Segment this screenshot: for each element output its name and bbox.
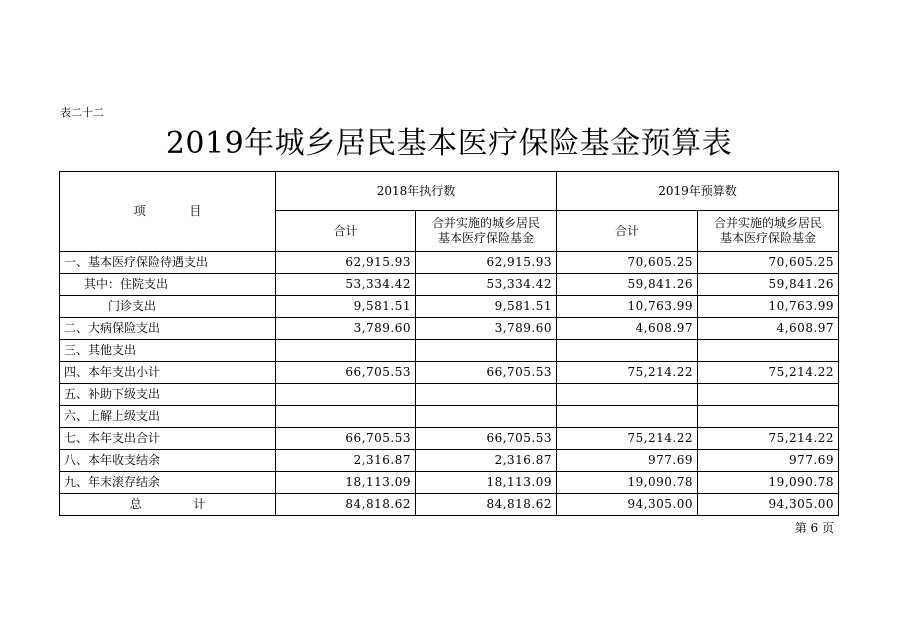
cell-2018-merged — [416, 384, 557, 406]
page-number: 第 6 页 — [794, 521, 834, 535]
cell-2019-merged — [698, 340, 839, 362]
cell-2019-total: 59,841.26 — [557, 274, 698, 296]
cell-2019-merged: 94,305.00 — [698, 494, 839, 516]
row-label: 九、年末滚存结余 — [60, 472, 276, 494]
cell-2018-merged: 9,581.51 — [416, 296, 557, 318]
cell-2019-total: 19,090.78 — [557, 472, 698, 494]
row-label: 一、基本医疗保险待遇支出 — [60, 252, 276, 274]
cell-2019-merged: 75,214.22 — [698, 362, 839, 384]
cell-2018-total: 9,581.51 — [276, 296, 416, 318]
cell-2018-total: 3,789.60 — [276, 318, 416, 340]
cell-2019-merged — [698, 384, 839, 406]
cell-2018-total: 53,334.42 — [276, 274, 416, 296]
cell-2019-merged: 19,090.78 — [698, 472, 839, 494]
row-label: 五、补助下级支出 — [60, 384, 276, 406]
cell-2018-total: 62,915.93 — [276, 252, 416, 274]
cell-2019-total: 70,605.25 — [557, 252, 698, 274]
cell-2019-total: 94,305.00 — [557, 494, 698, 516]
cell-2018-total: 18,113.09 — [276, 472, 416, 494]
cell-2019-merged: 977.69 — [698, 450, 839, 472]
cell-2018-merged: 66,705.53 — [416, 362, 557, 384]
cell-2018-total: 66,705.53 — [276, 362, 416, 384]
row-label: 七、本年支出合计 — [60, 428, 276, 450]
cell-2018-total: 84,818.62 — [276, 494, 416, 516]
cell-2018-merged: 84,818.62 — [416, 494, 557, 516]
table-row — [60, 450, 839, 472]
cell-2019-total — [557, 340, 698, 362]
row-label: 六、上解上级支出 — [60, 406, 276, 428]
table-row — [60, 340, 839, 362]
page-title: 2019年城乡居民基本医疗保险基金预算表 — [165, 126, 733, 161]
cell-2019-merged: 75,214.22 — [698, 428, 839, 450]
cell-2018-merged: 66,705.53 — [416, 428, 557, 450]
budget-table — [59, 171, 839, 516]
row-label: 其中：住院支出 — [60, 274, 276, 296]
table-row — [60, 296, 839, 318]
header-2019-merged: 合并实施的城乡居民 基本医疗保险基金 — [698, 211, 839, 252]
cell-2019-total: 4,608.97 — [557, 318, 698, 340]
cell-2018-merged: 2,316.87 — [416, 450, 557, 472]
cell-2018-total — [276, 384, 416, 406]
table-row — [60, 472, 839, 494]
table-row — [60, 318, 839, 340]
cell-2018-merged — [416, 406, 557, 428]
table-row — [60, 362, 839, 384]
cell-2019-total: 10,763.99 — [557, 296, 698, 318]
table-row — [60, 274, 839, 296]
header-row-group — [60, 172, 839, 211]
header-2019-total: 合计 — [557, 211, 698, 252]
cell-2018-merged: 3,789.60 — [416, 318, 557, 340]
total-row — [60, 494, 839, 516]
table-row — [60, 406, 839, 428]
group-header-2019: 2019年预算数 — [557, 172, 839, 211]
cell-2018-total — [276, 406, 416, 428]
cell-2019-merged: 70,605.25 — [698, 252, 839, 274]
cell-2019-total: 977.69 — [557, 450, 698, 472]
cell-2019-total: 75,214.22 — [557, 428, 698, 450]
row-label: 八、本年收支结余 — [60, 450, 276, 472]
table-row — [60, 252, 839, 274]
cell-2019-merged — [698, 406, 839, 428]
cell-2018-merged: 53,334.42 — [416, 274, 557, 296]
cell-2019-merged: 10,763.99 — [698, 296, 839, 318]
item-column-header: 项 目 — [60, 172, 276, 252]
table-row — [60, 428, 839, 450]
cell-2018-merged: 62,915.93 — [416, 252, 557, 274]
row-label: 二、大病保险支出 — [60, 318, 276, 340]
cell-2019-merged: 4,608.97 — [698, 318, 839, 340]
group-header-2018: 2018年执行数 — [276, 172, 557, 211]
cell-2019-total — [557, 406, 698, 428]
row-label: 总 计 — [60, 494, 276, 516]
cell-2019-merged: 59,841.26 — [698, 274, 839, 296]
cell-2018-merged: 18,113.09 — [416, 472, 557, 494]
cell-2019-total: 75,214.22 — [557, 362, 698, 384]
header-2018-merged: 合并实施的城乡居民 基本医疗保险基金 — [416, 211, 557, 252]
header-2018-total: 合计 — [276, 211, 416, 252]
row-label: 四、本年支出小计 — [60, 362, 276, 384]
cell-2018-total: 66,705.53 — [276, 428, 416, 450]
cell-2018-total: 2,316.87 — [276, 450, 416, 472]
cell-2018-merged — [416, 340, 557, 362]
cell-2018-total — [276, 340, 416, 362]
table-code: 表二十二 — [60, 106, 104, 119]
row-label: 三、其他支出 — [60, 340, 276, 362]
row-label: 门诊支出 — [60, 296, 276, 318]
cell-2019-total — [557, 384, 698, 406]
table-row — [60, 384, 839, 406]
